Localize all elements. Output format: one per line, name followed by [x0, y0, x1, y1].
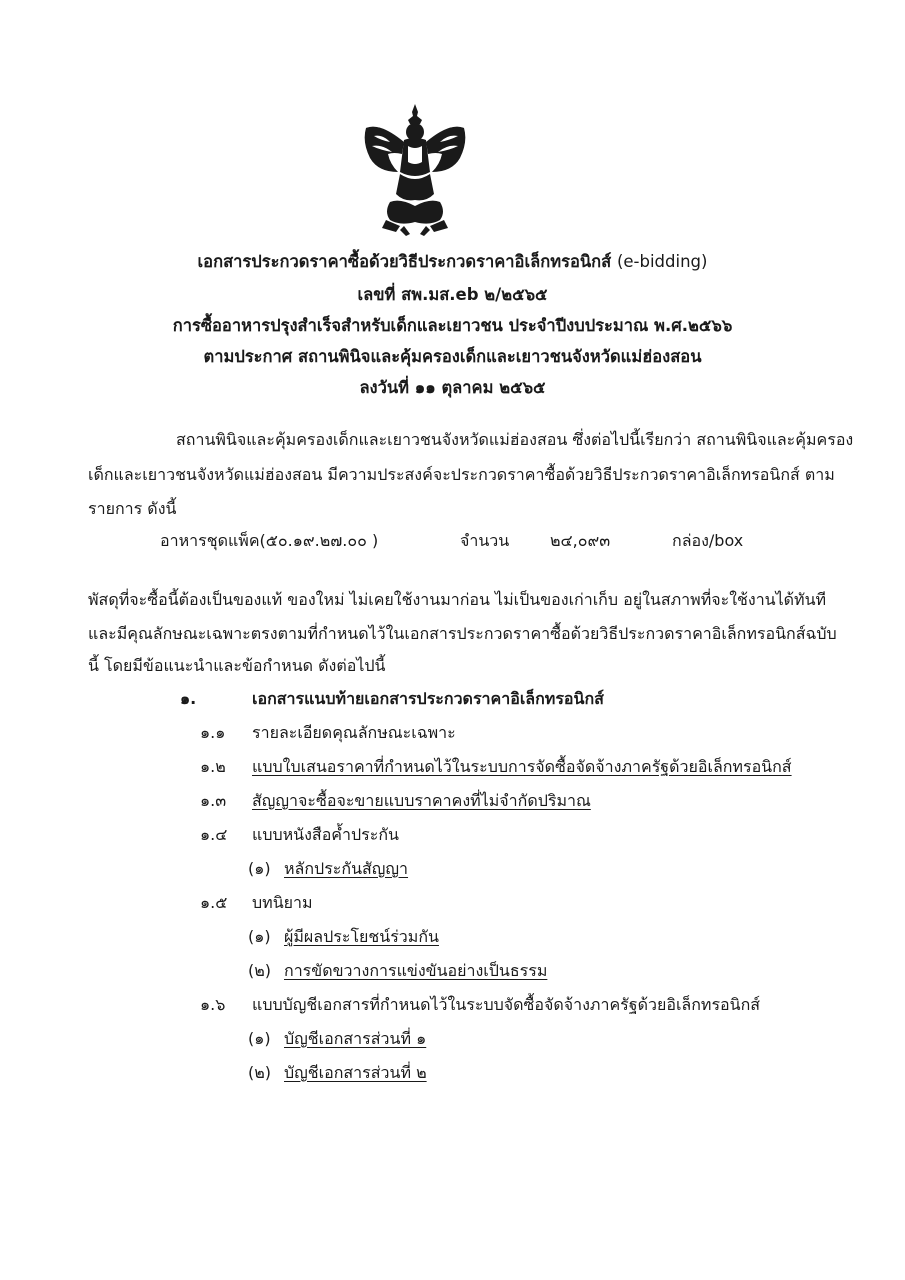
section-1-3-number: ๑.๓ — [200, 791, 227, 810]
section-1-6-2-number: (๒) — [248, 1063, 272, 1082]
procurement-item-row — [0, 530, 905, 552]
intro-line-3: รายการ ดังนี้ — [88, 499, 177, 518]
section-1-5-number: ๑.๕ — [200, 893, 228, 912]
section-1-4-label: แบบหนังสือค้ำประกัน — [252, 825, 399, 844]
section-1-2-number: ๑.๒ — [200, 757, 226, 776]
section-1-4-1-link[interactable]: หลักประกันสัญญา — [284, 859, 409, 878]
intro-line-2: เด็กและเยาวชนจังหวัดแม่ฮ่องสอน มีความประสงค์จะประกวดราคาซื้อด้วยวิธีประกวดราคาอิเล็กทรอนิกส์ ตาม — [88, 465, 835, 484]
conditions-line-1: พัสดุที่จะซื้อนี้ต้องเป็นของแท้ ของใหม่ ไม่เคยใช้งานมาก่อน ไม่เป็นของเก่าเก็บ อยู่ในสภาพที่จะใช้งานได้ทันที — [88, 590, 827, 609]
section-1-4-1-number: (๑) — [248, 859, 271, 878]
item-quantity: ๒๔,๐๙๓ — [550, 531, 611, 550]
section-1-5-1-number: (๑) — [248, 927, 271, 946]
section-1-5-2-link[interactable]: การขัดขวางการแข่งขันอย่างเป็นธรรม — [284, 961, 548, 980]
document-title — [0, 252, 905, 272]
section-1-title: เอกสารแนบท้ายเอกสารประกวดราคาอิเล็กทรอนิกส์ — [252, 689, 604, 708]
section-1-6-number: ๑.๖ — [200, 995, 226, 1014]
section-1-6-1-number: (๑) — [248, 1029, 271, 1048]
conditions-line-3: นี้ โดยมีข้อแนะนำและข้อกำหนด ดังต่อไปนี้ — [88, 656, 386, 675]
document-subject: การซื้ออาหารปรุงสำเร็จสำหรับเด็กและเยาวชน ประจำปีงบประมาณ พ.ศ.๒๕๖๖ — [172, 316, 733, 335]
section-1-1-label: รายละเอียดคุณลักษณะเฉพาะ — [252, 723, 456, 742]
section-1-2-link[interactable]: แบบใบเสนอราคาที่กำหนดไว้ในระบบการจัดซื้อจัดจ้างภาครัฐด้วยอิเล็กทรอนิกส์ — [252, 757, 792, 776]
garuda-emblem — [360, 102, 470, 236]
document-title-main: เอกสารประกวดราคาซื้อด้วยวิธีประกวดราคาอิเล็กทรอนิกส์ — [197, 252, 612, 271]
item-unit: กล่อง/box — [672, 531, 744, 550]
announcement-date: ลงวันที่ ๑๑ ตุลาคม ๒๕๖๕ — [359, 378, 546, 397]
section-1-1-number: ๑.๑ — [200, 723, 226, 742]
section-1-number: ๑. — [180, 689, 197, 708]
item-name: อาหารชุดแพ็ค(๕๐.๑๙.๒๗.๐๐ ) — [160, 531, 379, 550]
item-quantity-label: จำนวน — [460, 531, 510, 550]
section-1-6-2-link[interactable]: บัญชีเอกสารส่วนที่ ๒ — [284, 1063, 427, 1082]
section-1-3-link[interactable]: สัญญาจะซื้อจะขายแบบราคาคงที่ไม่จำกัดปริมาณ — [252, 791, 591, 810]
document-number: เลขที่ สพ.มส.eb ๒/๒๕๖๕ — [357, 285, 548, 304]
intro-line-1: สถานพินิจและคุ้มครองเด็กและเยาวชนจังหวัดแม่ฮ่องสอน ซึ่งต่อไปนี้เรียกว่า สถานพินิจและคุ้มครอง — [176, 430, 854, 449]
announcement-reference: ตามประกาศ สถานพินิจและคุ้มครองเด็กและเยาวชนจังหวัดแม่ฮ่องสอน — [203, 347, 702, 366]
section-1-5-1-link[interactable]: ผู้มีผลประโยชน์ร่วมกัน — [284, 927, 439, 946]
conditions-line-2: และมีคุณลักษณะเฉพาะตรงตามที่กำหนดไว้ในเอกสารประกวดราคาซื้อด้วยวิธีประกวดราคาอิเล็กทรอนิกส์ฉบับ — [88, 624, 837, 643]
section-1-5-label: บทนิยาม — [252, 893, 313, 912]
section-1-5-2-number: (๒) — [248, 961, 272, 980]
section-1-6-1-link[interactable]: บัญชีเอกสารส่วนที่ ๑ — [284, 1029, 427, 1048]
document-title-suffix: (e-bidding) — [616, 252, 708, 271]
section-1-6-label: แบบบัญชีเอกสารที่กำหนดไว้ในระบบจัดซื้อจัดจ้างภาครัฐด้วยอิเล็กทรอนิกส์ — [252, 995, 761, 1014]
section-1-4-number: ๑.๔ — [200, 825, 228, 844]
